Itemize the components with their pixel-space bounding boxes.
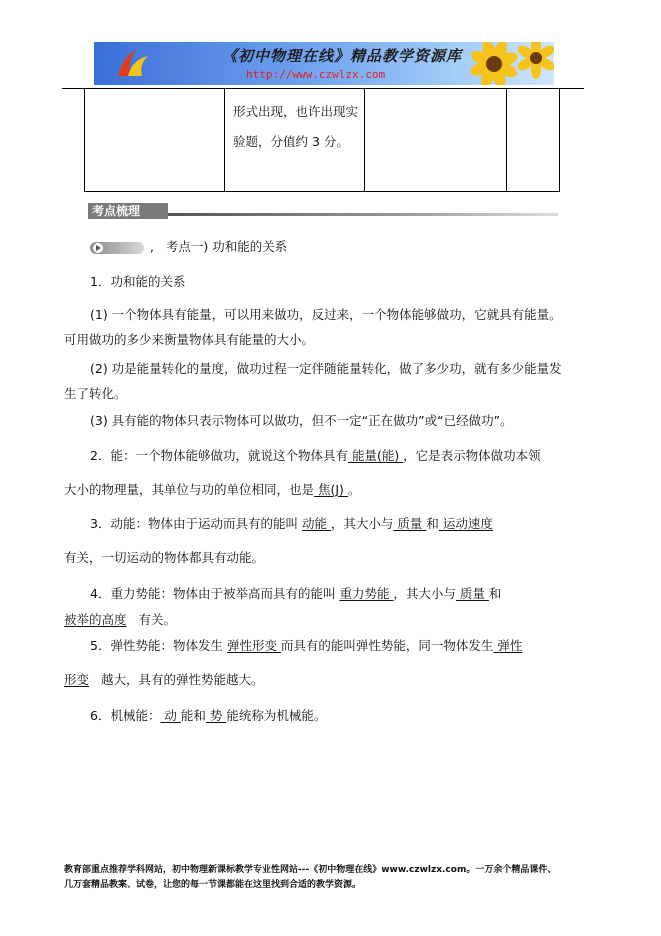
paragraph: (2) 功是能量转化的量度，做功过程一定伴随能量转化，做了多少功，就有多少能量发 bbox=[90, 361, 562, 376]
paragraph: 可用做功的多少来衡量物体具有能量的大小。 bbox=[64, 332, 315, 347]
paragraph: 3．动能：物体由于运动而具有的能叫 动能 ，其大小与 质量 和 运动速度 bbox=[90, 516, 493, 531]
answer-blank: 动 bbox=[160, 708, 181, 723]
table-cell-text: 验题，分值约 3 分。 bbox=[233, 134, 349, 149]
logo-icon bbox=[114, 48, 150, 80]
table-cell-text: 形式出现，也许出现实 bbox=[233, 104, 359, 119]
answer-blank: 势 bbox=[205, 708, 227, 723]
paragraph: 1．功和能的关系 bbox=[90, 274, 186, 289]
header-url[interactable]: http://www.czwlzx.com bbox=[246, 68, 386, 81]
paragraph: 形变 越大，具有的弹性势能越大。 bbox=[64, 672, 264, 687]
answer-blank: 弹性 bbox=[493, 638, 523, 653]
paragraph: 2．能：一个物体能够做功，就说这个物体具有 能量(能) ，它是表示物体做功本领 bbox=[90, 448, 541, 463]
section-header bbox=[88, 203, 558, 219]
answer-blank: 弹性形变 bbox=[226, 638, 281, 653]
paragraph: 被举的高度 有关。 bbox=[64, 612, 176, 627]
paragraph: 有关，一切运动的物体都具有动能。 bbox=[64, 550, 265, 565]
paragraph: 大小的物理量，其单位与功的单位相同，也是 焦(J) 。 bbox=[64, 482, 361, 497]
table-cell bbox=[507, 89, 560, 192]
header-title: 《初中物理在线》精品教学资源库 bbox=[222, 47, 463, 65]
answer-blank: 能量(能) bbox=[347, 448, 404, 463]
topic-title: 考点一) 功和能的关系 bbox=[165, 239, 288, 254]
paragraph: (3) 具有能的物体只表示物体可以做功，但不一定“正在做功”或“已经做功”。 bbox=[90, 413, 513, 428]
paragraph: 生了转化。 bbox=[64, 386, 127, 401]
table-cell bbox=[85, 89, 225, 192]
answer-blank: 焦(J) bbox=[314, 482, 348, 497]
play-icon bbox=[90, 242, 144, 254]
answer-blank: 被举的高度 bbox=[64, 612, 127, 627]
header-banner bbox=[94, 42, 554, 85]
footer-line: 几万套精品教案、试卷，让您的每一节课都能在这里找到合适的教学资源。 bbox=[64, 880, 362, 890]
footer-line: 教育部重点推荐学科网站，初中物理新课标教学专业性网站---《初中物理在线》www.czwlzx.com。一万余个精品课件、 bbox=[64, 865, 557, 875]
answer-blank: 质量 bbox=[455, 586, 489, 601]
answer-blank: 质量 bbox=[393, 516, 427, 531]
footer bbox=[64, 863, 604, 893]
section-rule bbox=[168, 213, 558, 216]
answer-blank: 形变 bbox=[64, 672, 90, 687]
paragraph: 6．机械能： 动 能和 势 能统称为机械能。 bbox=[90, 708, 327, 723]
sunflower-icon bbox=[454, 42, 554, 85]
table-cell bbox=[225, 89, 365, 192]
section-title: 考点梳理 bbox=[88, 203, 168, 219]
topic-heading: , 考点一) 功和能的关系 bbox=[90, 237, 287, 253]
answer-blank: 动能 bbox=[301, 516, 331, 531]
paragraph: 5．弹性势能：物体发生 弹性形变 而具有的能叫弹性势能，同一物体发生 弹性 bbox=[90, 638, 523, 653]
exam-table bbox=[84, 88, 560, 192]
paragraph: (1) 一个物体具有能量，可以用来做功，反过来，一个物体能够做功，它就具有能量。 bbox=[90, 307, 562, 322]
answer-blank: 重力势能 bbox=[339, 586, 394, 601]
table-cell bbox=[365, 89, 507, 192]
answer-blank: 运动速度 bbox=[438, 516, 493, 531]
paragraph: 4．重力势能：物体由于被举高而具有的能叫 重力势能 ，其大小与 质量 和 bbox=[90, 586, 502, 601]
